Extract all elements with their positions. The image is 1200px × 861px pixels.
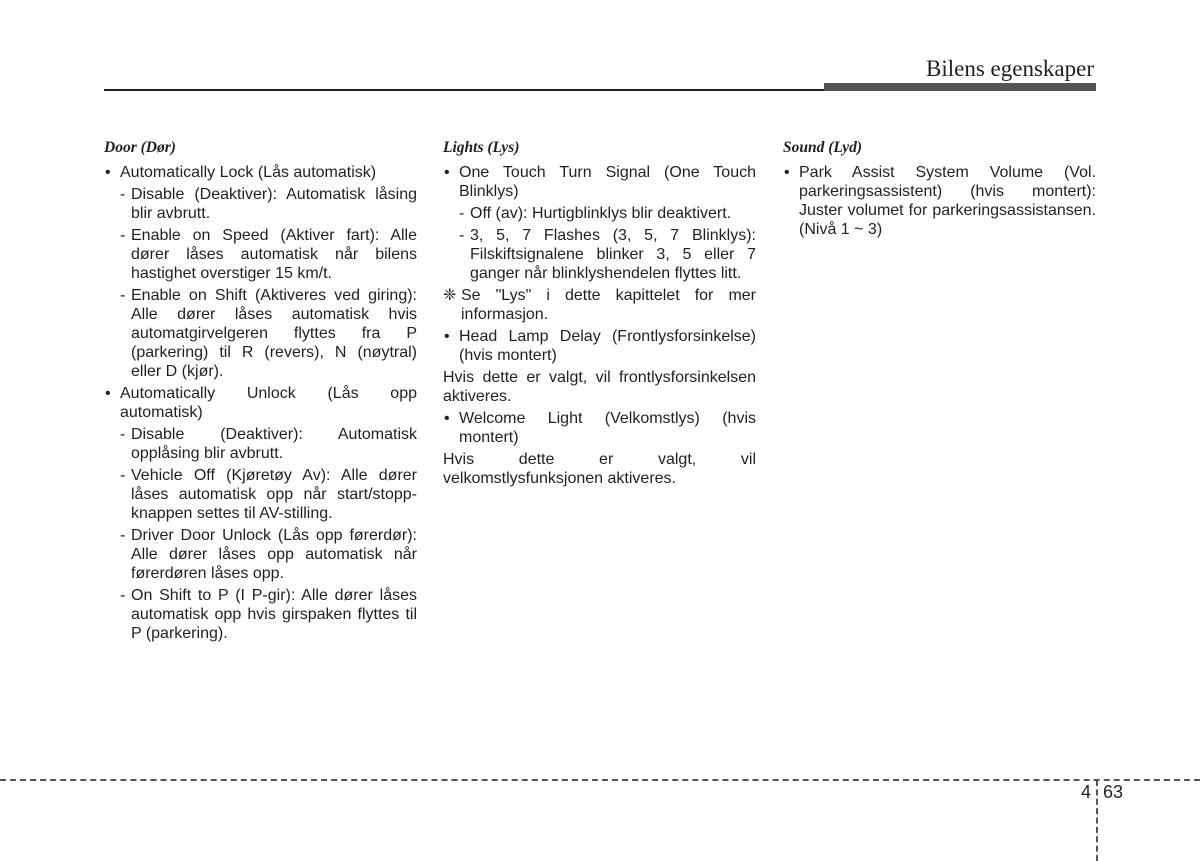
dash-marker: - xyxy=(120,426,126,443)
auto-lock-label: Automatically Lock (Lås automatisk) xyxy=(120,164,377,181)
page-number: 63 xyxy=(1103,782,1124,802)
head-lamp-delay-text: Hvis dette er valgt, vil frontlysforsinkelsen aktiveres. xyxy=(443,369,756,405)
chapter-number: 4 xyxy=(1081,782,1092,802)
auto-lock-option xyxy=(104,185,417,223)
auto-unlock-option-text: Vehicle Off (Kjøretøy Av): Alle dører låses automatisk opp når start/stopp-knappen settes til AV-stilling. xyxy=(131,467,417,522)
dash-marker: - xyxy=(120,227,126,244)
turn-signal-option-text: Off (av): Hurtigblinklys blir deaktivert. xyxy=(470,205,732,222)
turn-signal-label: One Touch Turn Signal (One Touch Blinklys) xyxy=(459,164,756,200)
bullet-icon: • xyxy=(105,164,111,181)
turn-signal-option xyxy=(443,226,756,283)
door-section xyxy=(104,138,417,646)
welcome-light-label: Welcome Light (Velkomstlys) (hvis montert) xyxy=(459,410,756,446)
footer-rule xyxy=(0,779,1200,781)
auto-unlock-option xyxy=(104,425,417,463)
auto-lock-option xyxy=(104,286,417,381)
park-assist-volume-item xyxy=(783,163,1096,239)
sound-section-title: Sound (Lyd) xyxy=(783,139,863,156)
dash-marker: - xyxy=(459,205,465,222)
page-header-title: Bilens egenskaper xyxy=(926,56,1094,81)
head-lamp-delay-item xyxy=(443,327,756,365)
auto-unlock-option xyxy=(104,586,417,643)
auto-lock-option-text: Disable (Deaktiver): Automatisk låsing blir avbrutt. xyxy=(131,186,417,222)
auto-lock-option xyxy=(104,226,417,283)
door-section-title: Door (Dør) xyxy=(104,139,176,156)
welcome-light-item xyxy=(443,409,756,447)
welcome-light-text: Hvis dette er valgt, vil velkomstlysfunksjonen aktiveres. xyxy=(443,451,756,487)
bullet-icon: • xyxy=(444,328,450,345)
auto-unlock-item xyxy=(104,384,417,422)
auto-unlock-label: Automatically Unlock (Lås opp automatisk) xyxy=(120,385,417,421)
auto-lock-option-text: Enable on Shift (Aktiveres ved giring): Alle dører låses automatisk hvis automatgirvelgeren flyttes fra P (parkering) til R (revers), N (nøytral) eller D (kjør). xyxy=(131,287,417,380)
header-rule-accent xyxy=(824,83,1096,91)
auto-unlock-option xyxy=(104,526,417,583)
note-asterisk-icon: ❈ xyxy=(443,287,457,304)
sound-section xyxy=(783,138,1096,242)
dash-marker: - xyxy=(120,287,126,304)
bullet-icon: • xyxy=(444,164,450,181)
auto-unlock-option xyxy=(104,466,417,523)
lights-section-title: Lights (Lys) xyxy=(443,139,520,156)
reference-note xyxy=(443,286,756,324)
bullet-icon: • xyxy=(444,410,450,427)
turn-signal-option xyxy=(443,204,756,223)
park-assist-volume-text: Park Assist System Volume (Vol. parkeringsassistent) (hvis montert): Juster volumet for parkeringsassistansen. (Nivå 1 ~ 3) xyxy=(799,164,1096,238)
bullet-icon: • xyxy=(784,164,790,181)
dash-marker: - xyxy=(120,467,126,484)
header-rule xyxy=(104,89,824,91)
dash-marker: - xyxy=(120,527,126,544)
lights-section xyxy=(443,138,756,491)
head-lamp-delay-label: Head Lamp Delay (Frontlysforsinkelse) (hvis montert) xyxy=(459,328,756,364)
dash-marker: - xyxy=(120,186,126,203)
reference-note-text: Se "Lys" i dette kapittelet for mer informasjon. xyxy=(461,287,756,323)
auto-unlock-option-text: Disable (Deaktiver): Automatisk opplåsing blir avbrutt. xyxy=(131,426,417,462)
turn-signal-item xyxy=(443,163,756,201)
turn-signal-option-text: 3, 5, 7 Flashes (3, 5, 7 Blinklys): Filskiftsignalene blinker 3, 5 eller 7 ganger når blinklyshendelen flyttes litt. xyxy=(470,227,756,282)
bullet-icon: • xyxy=(105,385,111,402)
auto-unlock-option-text: On Shift to P (I P-gir): Alle dører låses automatisk opp hvis girspaken flyttes til P (parkering). xyxy=(131,587,417,642)
footer-divider xyxy=(1096,780,1098,861)
dash-marker: - xyxy=(120,587,126,604)
dash-marker: - xyxy=(459,227,465,244)
auto-lock-item xyxy=(104,163,417,182)
auto-unlock-option-text: Driver Door Unlock (Lås opp førerdør): Alle dører låses opp automatisk når førerdøren låses opp. xyxy=(131,527,417,582)
auto-lock-option-text: Enable on Speed (Aktiver fart): Alle dører låses automatisk når bilens hastighet overstiger 15 km/t. xyxy=(131,227,417,282)
